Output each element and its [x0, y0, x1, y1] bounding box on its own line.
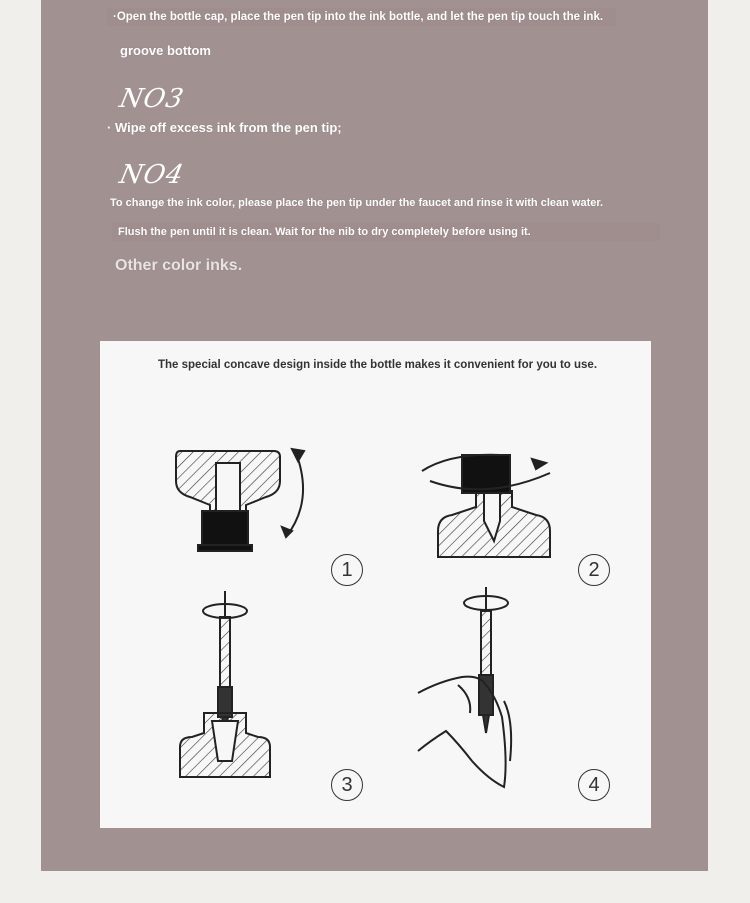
usage-diagram — [100, 341, 651, 828]
figure-3-pen-in-bottle — [180, 591, 270, 777]
step3-line1: · Wipe off excess ink from the pen tip; — [107, 120, 342, 135]
step-number-1: 1 — [331, 554, 363, 586]
diagram-caption: The special concave design inside the bottle makes it convenient for you to use. — [158, 359, 598, 371]
step4-line3: Other color inks. — [115, 257, 243, 274]
step2-line2: groove bottom — [120, 43, 211, 58]
step4-line2: Flush the pen until it is clean. Wait for the nib to dry completely before using it. — [112, 223, 660, 241]
figure-1-inverted-bottle — [176, 449, 304, 551]
step3-badge: NO3 — [116, 84, 187, 114]
step-number-2: 2 — [578, 554, 610, 586]
figure-4-wipe-pen — [418, 587, 511, 787]
step-number-4: 4 — [578, 769, 610, 801]
step-number-3: 3 — [331, 769, 363, 801]
step4-badge: NO4 — [116, 160, 187, 190]
figure-2-upright-bottle — [422, 455, 550, 557]
step4-line1: To change the ink color, please place the pen tip under the faucet and rinse it with clean water. — [110, 197, 604, 209]
step2-line1: ·Open the bottle cap, place the pen tip into the ink bottle, and let the pen tip touch the ink. — [107, 8, 616, 26]
diagram-illustrations — [100, 341, 651, 828]
